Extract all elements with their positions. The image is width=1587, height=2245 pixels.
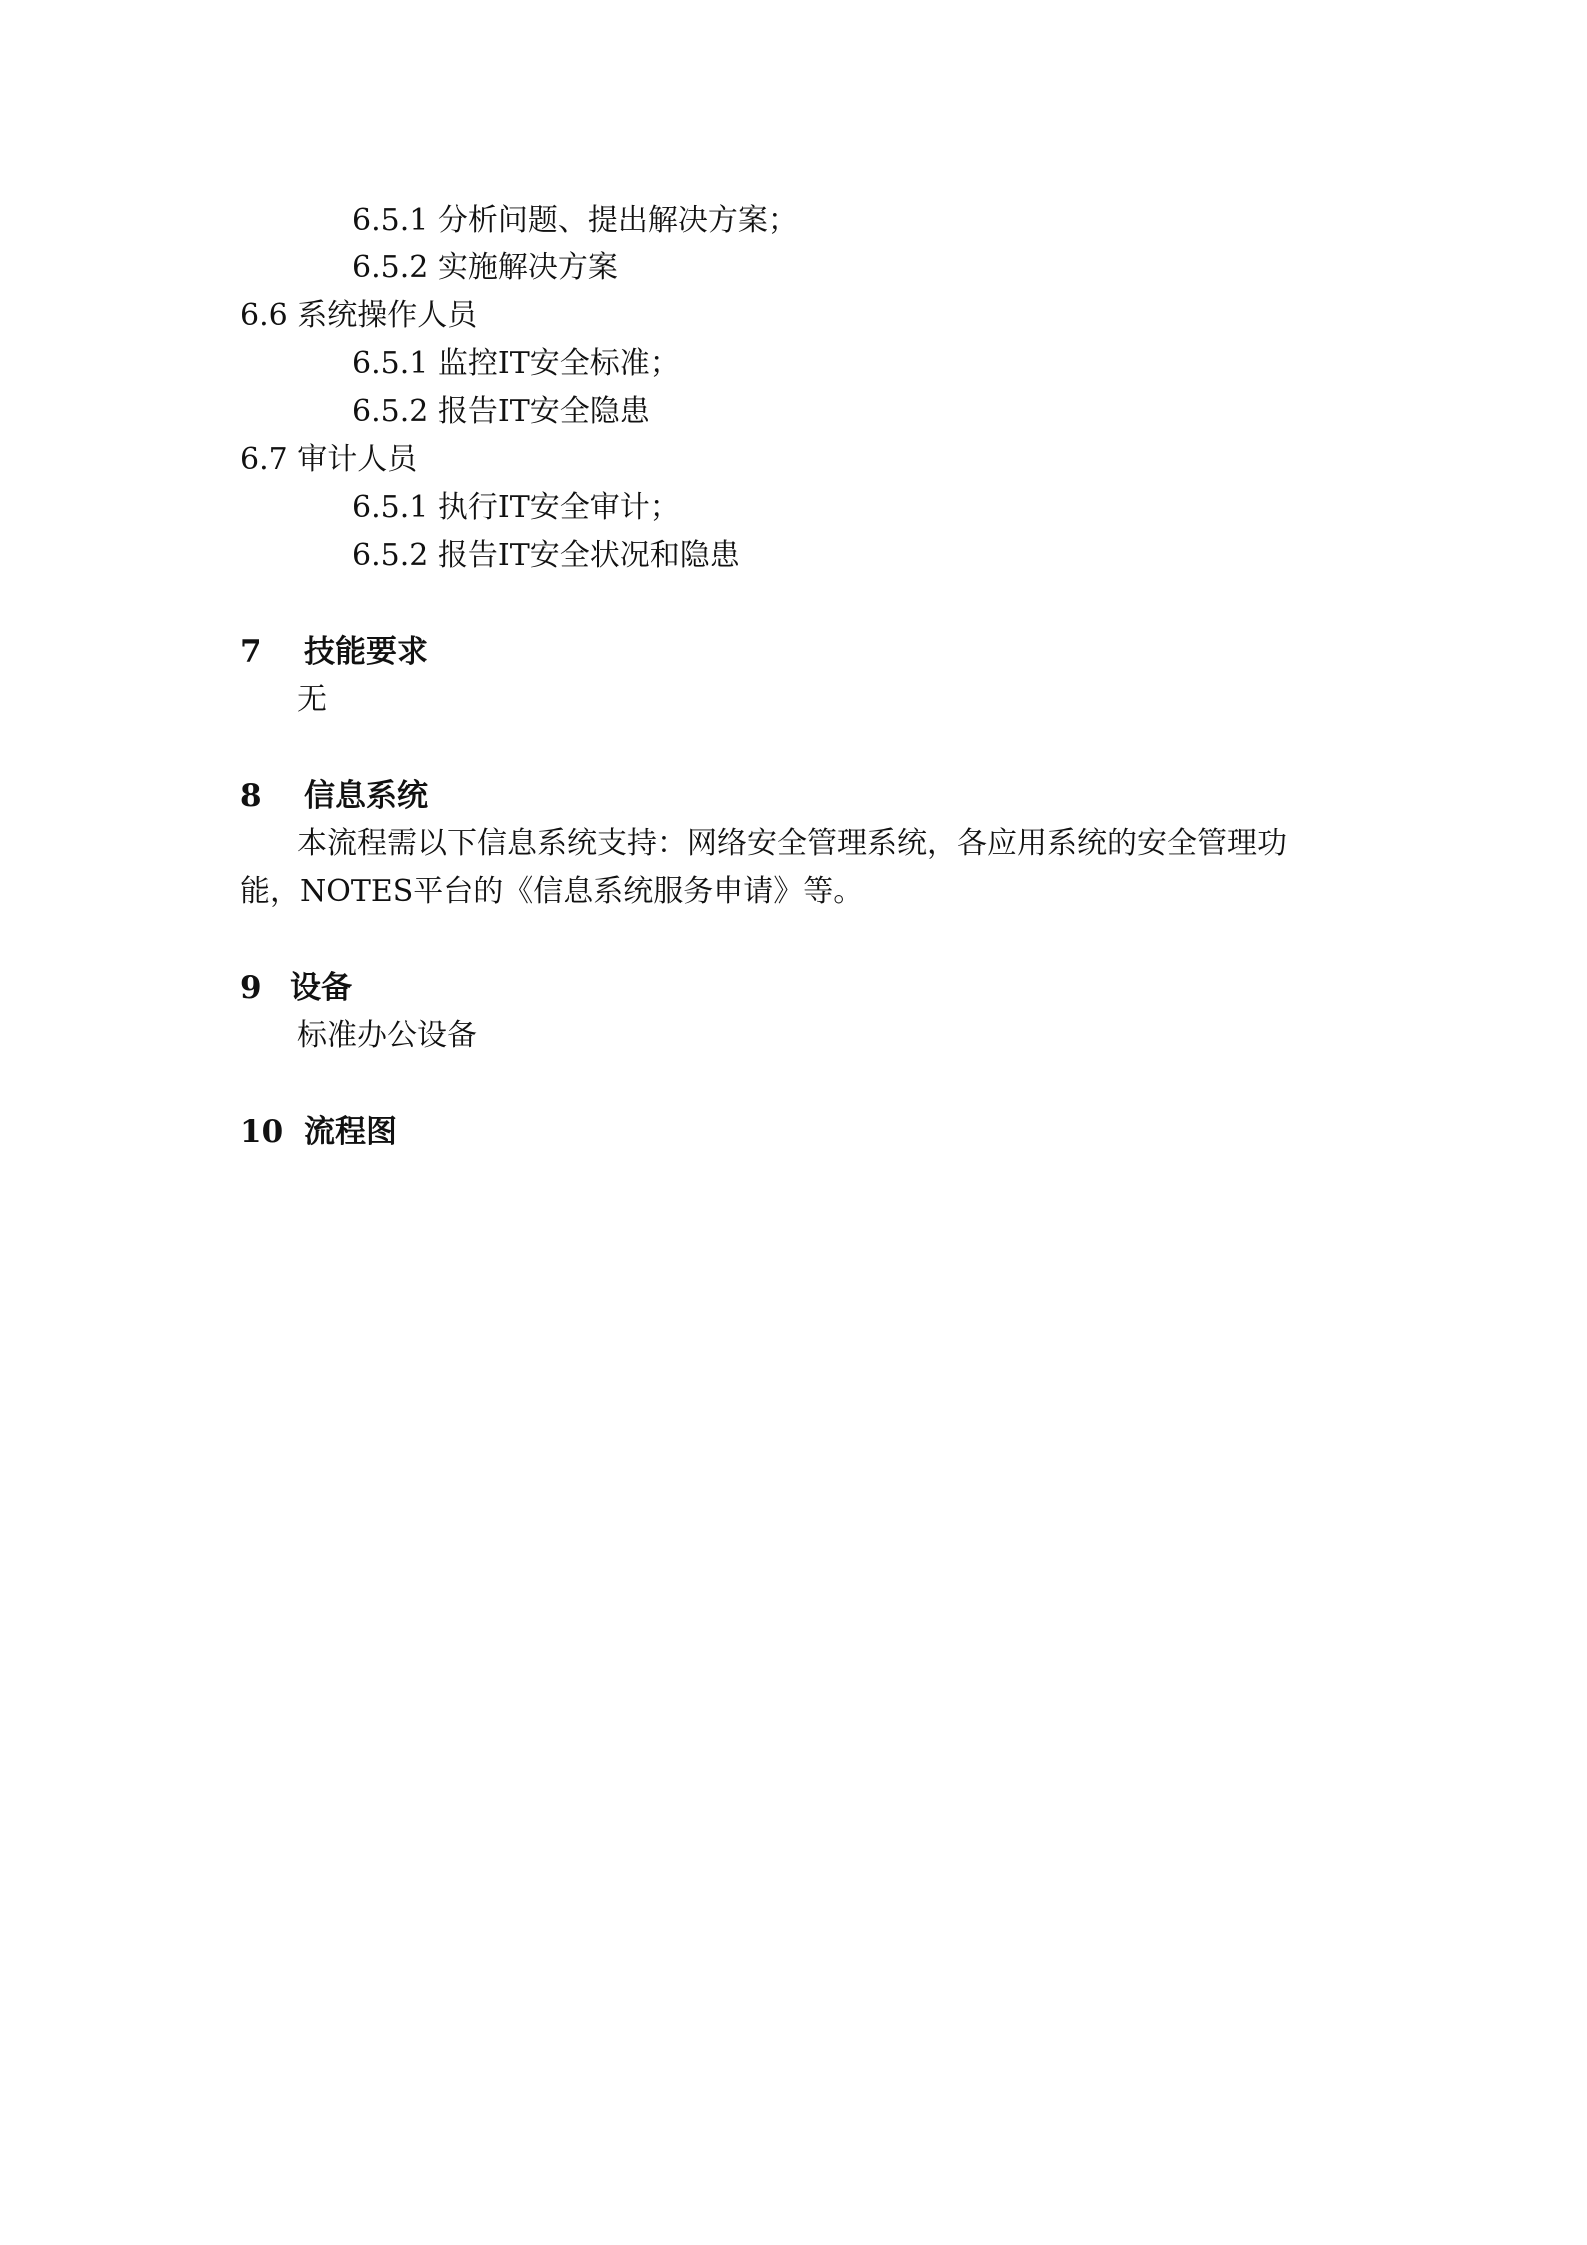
- item-text: 监控IT安全标准；: [437, 346, 680, 381]
- item-number: 6.5.2: [352, 394, 429, 429]
- item-number: 6.5.1: [352, 490, 429, 525]
- item-number: 6.5.2: [352, 538, 429, 573]
- section-number: 6.7: [240, 442, 288, 477]
- list-item: [352, 536, 740, 576]
- item-text: 报告IT安全状况和隐患: [437, 538, 740, 573]
- section-8-body-line-1: 本流程需以下信息系统支持：网络安全管理系统，各应用系统的安全管理功: [297, 826, 1287, 861]
- section-10-heading: [240, 1112, 397, 1152]
- section-title: 设备: [290, 970, 352, 1006]
- item-number: 6.5.2: [352, 250, 429, 285]
- list-item: [352, 201, 798, 241]
- section-6-6-heading: [240, 296, 477, 336]
- list-item: [352, 344, 680, 384]
- section-number: 8: [240, 778, 262, 814]
- item-number: 6.5.1: [352, 346, 429, 381]
- section-9-body: 标准办公设备: [297, 1018, 477, 1053]
- section-title: 流程图: [304, 1114, 397, 1150]
- section-8-body-line-2: 能，NOTES平台的《信息系统服务申请》等。: [240, 874, 864, 909]
- section-title: 信息系统: [304, 778, 428, 814]
- section-title: 审计人员: [297, 442, 418, 477]
- section-7-heading: [240, 632, 428, 672]
- section-6-7-heading: [240, 440, 417, 480]
- section-title: 系统操作人员: [297, 298, 478, 333]
- section-title: 技能要求: [304, 634, 428, 670]
- list-item: [352, 248, 618, 288]
- section-number: 6.6: [240, 298, 288, 333]
- item-text: 实施解决方案: [437, 250, 618, 285]
- section-number: 7: [240, 634, 262, 670]
- section-number: 9: [240, 970, 262, 1006]
- section-9-heading: [240, 968, 352, 1008]
- item-number: 6.5.1: [352, 203, 429, 238]
- section-7-body: 无: [297, 682, 327, 717]
- item-text: 分析问题、提出解决方案；: [437, 203, 798, 238]
- section-number: 10: [240, 1114, 284, 1150]
- item-text: 报告IT安全隐患: [437, 394, 650, 429]
- list-item: [352, 392, 650, 432]
- section-8-heading: [240, 776, 428, 816]
- item-text: 执行IT安全审计；: [437, 490, 680, 525]
- list-item: [352, 488, 680, 528]
